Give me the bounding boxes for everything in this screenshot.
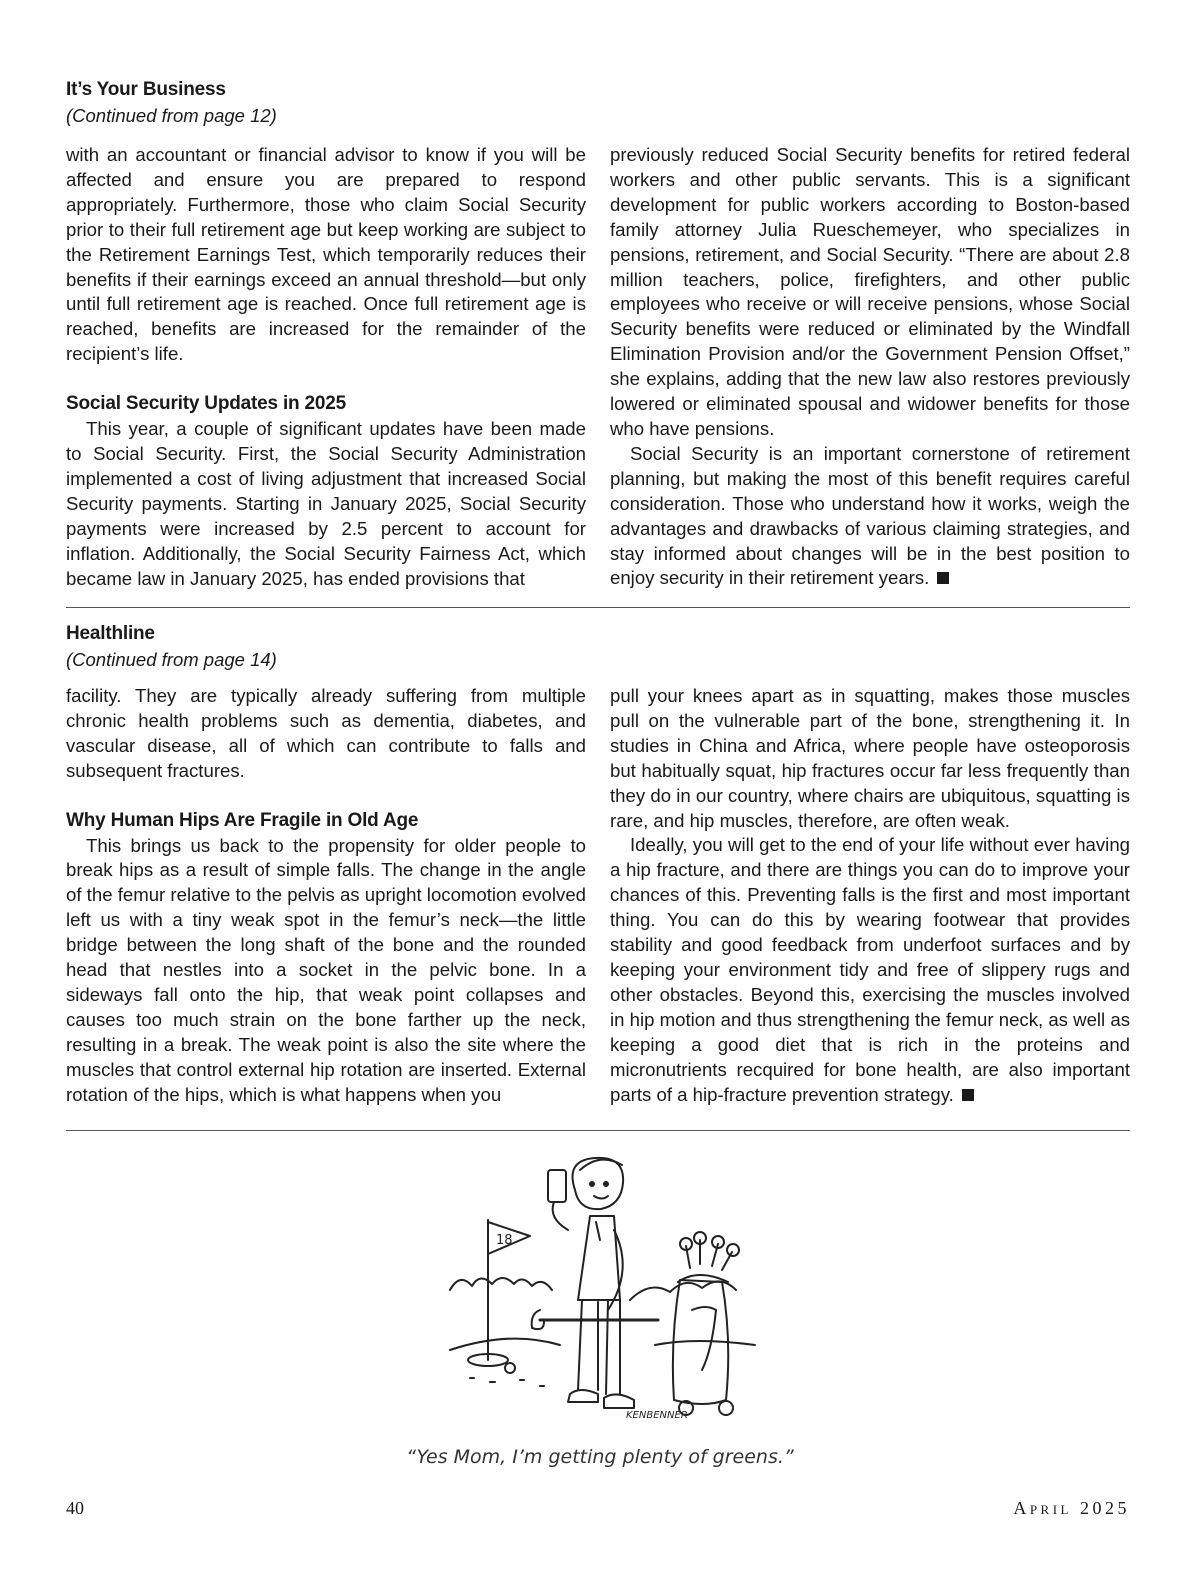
- business-left-paragraph-2: This year, a couple of significant updates have been made to Social Security. First, the Social Security Administration implemented a cost of living adjustment that increased Social Security payments. Starting in January 2025, Social Security payments were increased by 2.5 percent to account for inflation. Additionally, the Social Security Fairness Act, which became law in January 2025, has ended provisions that: [66, 418, 586, 589]
- healthline-right-paragraph-2: Ideally, you will get to the end of your life without ever having a hip fracture, and there are things you can do to improve your chances of this. Preventing falls is the first and most important thing. You can do this by wearing footwear that provides stability and good feedback from underfoot surfaces and by keeping your environment tidy and free of slippery rugs and other obstacles. Beyond this, exercising the muscles involved in hip motion and thus strengthening the femur neck, as well as keeping a good diet that is rich in the proteins and micronutrients recquired for bone health, are also important parts of a hip-fracture prevention strategy.: [610, 834, 1130, 1105]
- business-left-column: [66, 143, 586, 591]
- section-divider-2: [66, 1130, 1130, 1131]
- end-mark-icon: [962, 1089, 974, 1101]
- healthline-left-paragraph-2: This brings us back to the propensity for older people to break hips as a result of simple falls. The change in the angle of the femur relative to the pelvis as upright locomotion evolved left us with a tiny weak spot in the femur’s neck—the little bridge between the long shaft of the bone and the rounded head that nestles into a socket in the pelvic bone. In a sideways fall onto the hip, that weak point collapses and causes too much strain on the bone farther up the neck, resulting in a break. The weak point is also the site where the muscles that control external hip rotation are inserted. External rotation of the hips, which is what happens when you: [66, 834, 586, 1105]
- business-heading: It’s Your Business: [66, 79, 226, 100]
- section-divider: [66, 607, 1130, 608]
- healthline-heading: Healthline: [66, 623, 155, 644]
- golf-cartoon-illustration: [430, 1150, 780, 1440]
- business-left-paragraph-1: with an accountant or financial advisor to know if you will be affected and ensure you are prepared to respond appropriately. Furthermore, those who claim Social Security prior to their full retirement age but keep working are subject to the Retirement Earnings Test, which temporarily reduces their benefits if their earnings exceed an annual threshold—but only until full retirement age is reached. Once full retirement age is reached, benefits are increased for the remainder of the recipient’s life.: [66, 144, 586, 365]
- cartoon-caption: “Yes Mom, I’m getting plenty of greens.”: [406, 1446, 794, 1468]
- artist-signature: KENBENNER: [626, 1410, 688, 1421]
- business-right-paragraph-2: Social Security is an important cornerstone of retirement planning, but making the most of this benefit requires careful consideration. Those who understand how it works, weigh the advantages and drawbacks of various claiming strategies, and stay informed about changes will be in the best position to enjoy security in their retirement years.: [610, 442, 1130, 589]
- business-right-paragraph-1: previously reduced Social Security benefits for retired federal workers and other public servants. This is a significant development for public workers according to Boston-based family attorney Julia Rueschemeyer, who specializes in pensions, retirement, and Social Security. “There are about 2.8 million teachers, police, firefighters, and other public employees who receive or will receive pensions, whose Social Security benefits were reduced or eliminated by the Windfall Elimination Provision and/or the Government Pension Offset,” she explains, adding that the new law also restores previously lowered or eliminated spousal and widower benefits for those who have pensions.: [610, 144, 1130, 439]
- business-continued-note: (Continued from page 12): [66, 105, 277, 126]
- healthline-right-column: [610, 684, 1130, 1107]
- healthline-continued-note: (Continued from page 14): [66, 649, 277, 670]
- business-right-column: [610, 143, 1130, 591]
- healthline-right-paragraph-1: pull your knees apart as in squatting, makes those muscles pull on the vulnerable part of the bone, strengthening it. In studies in China and Africa, where people have osteoporosis but habitually squat, hip fractures occur far less frequently than they do in our country, where chairs are ubiquitous, squatting is rare, and hip muscles, therefore, are often weak.: [610, 685, 1130, 831]
- flag-number: 18: [496, 1233, 513, 1248]
- healthline-left-column: [66, 684, 586, 1108]
- healthline-left-paragraph-1: facility. They are typically already suffering from multiple chronic health problems such as dementia, diabetes, and vascular disease, all of which can contribute to falls and subsequent fractures.: [66, 685, 586, 781]
- business-subheading: Social Security Updates in 2025: [66, 393, 346, 415]
- page-number: 40: [66, 1498, 84, 1518]
- issue-date: April 2025: [1013, 1498, 1130, 1518]
- healthline-subheading: Why Human Hips Are Fragile in Old Age: [66, 809, 419, 831]
- end-mark-icon: [937, 572, 949, 584]
